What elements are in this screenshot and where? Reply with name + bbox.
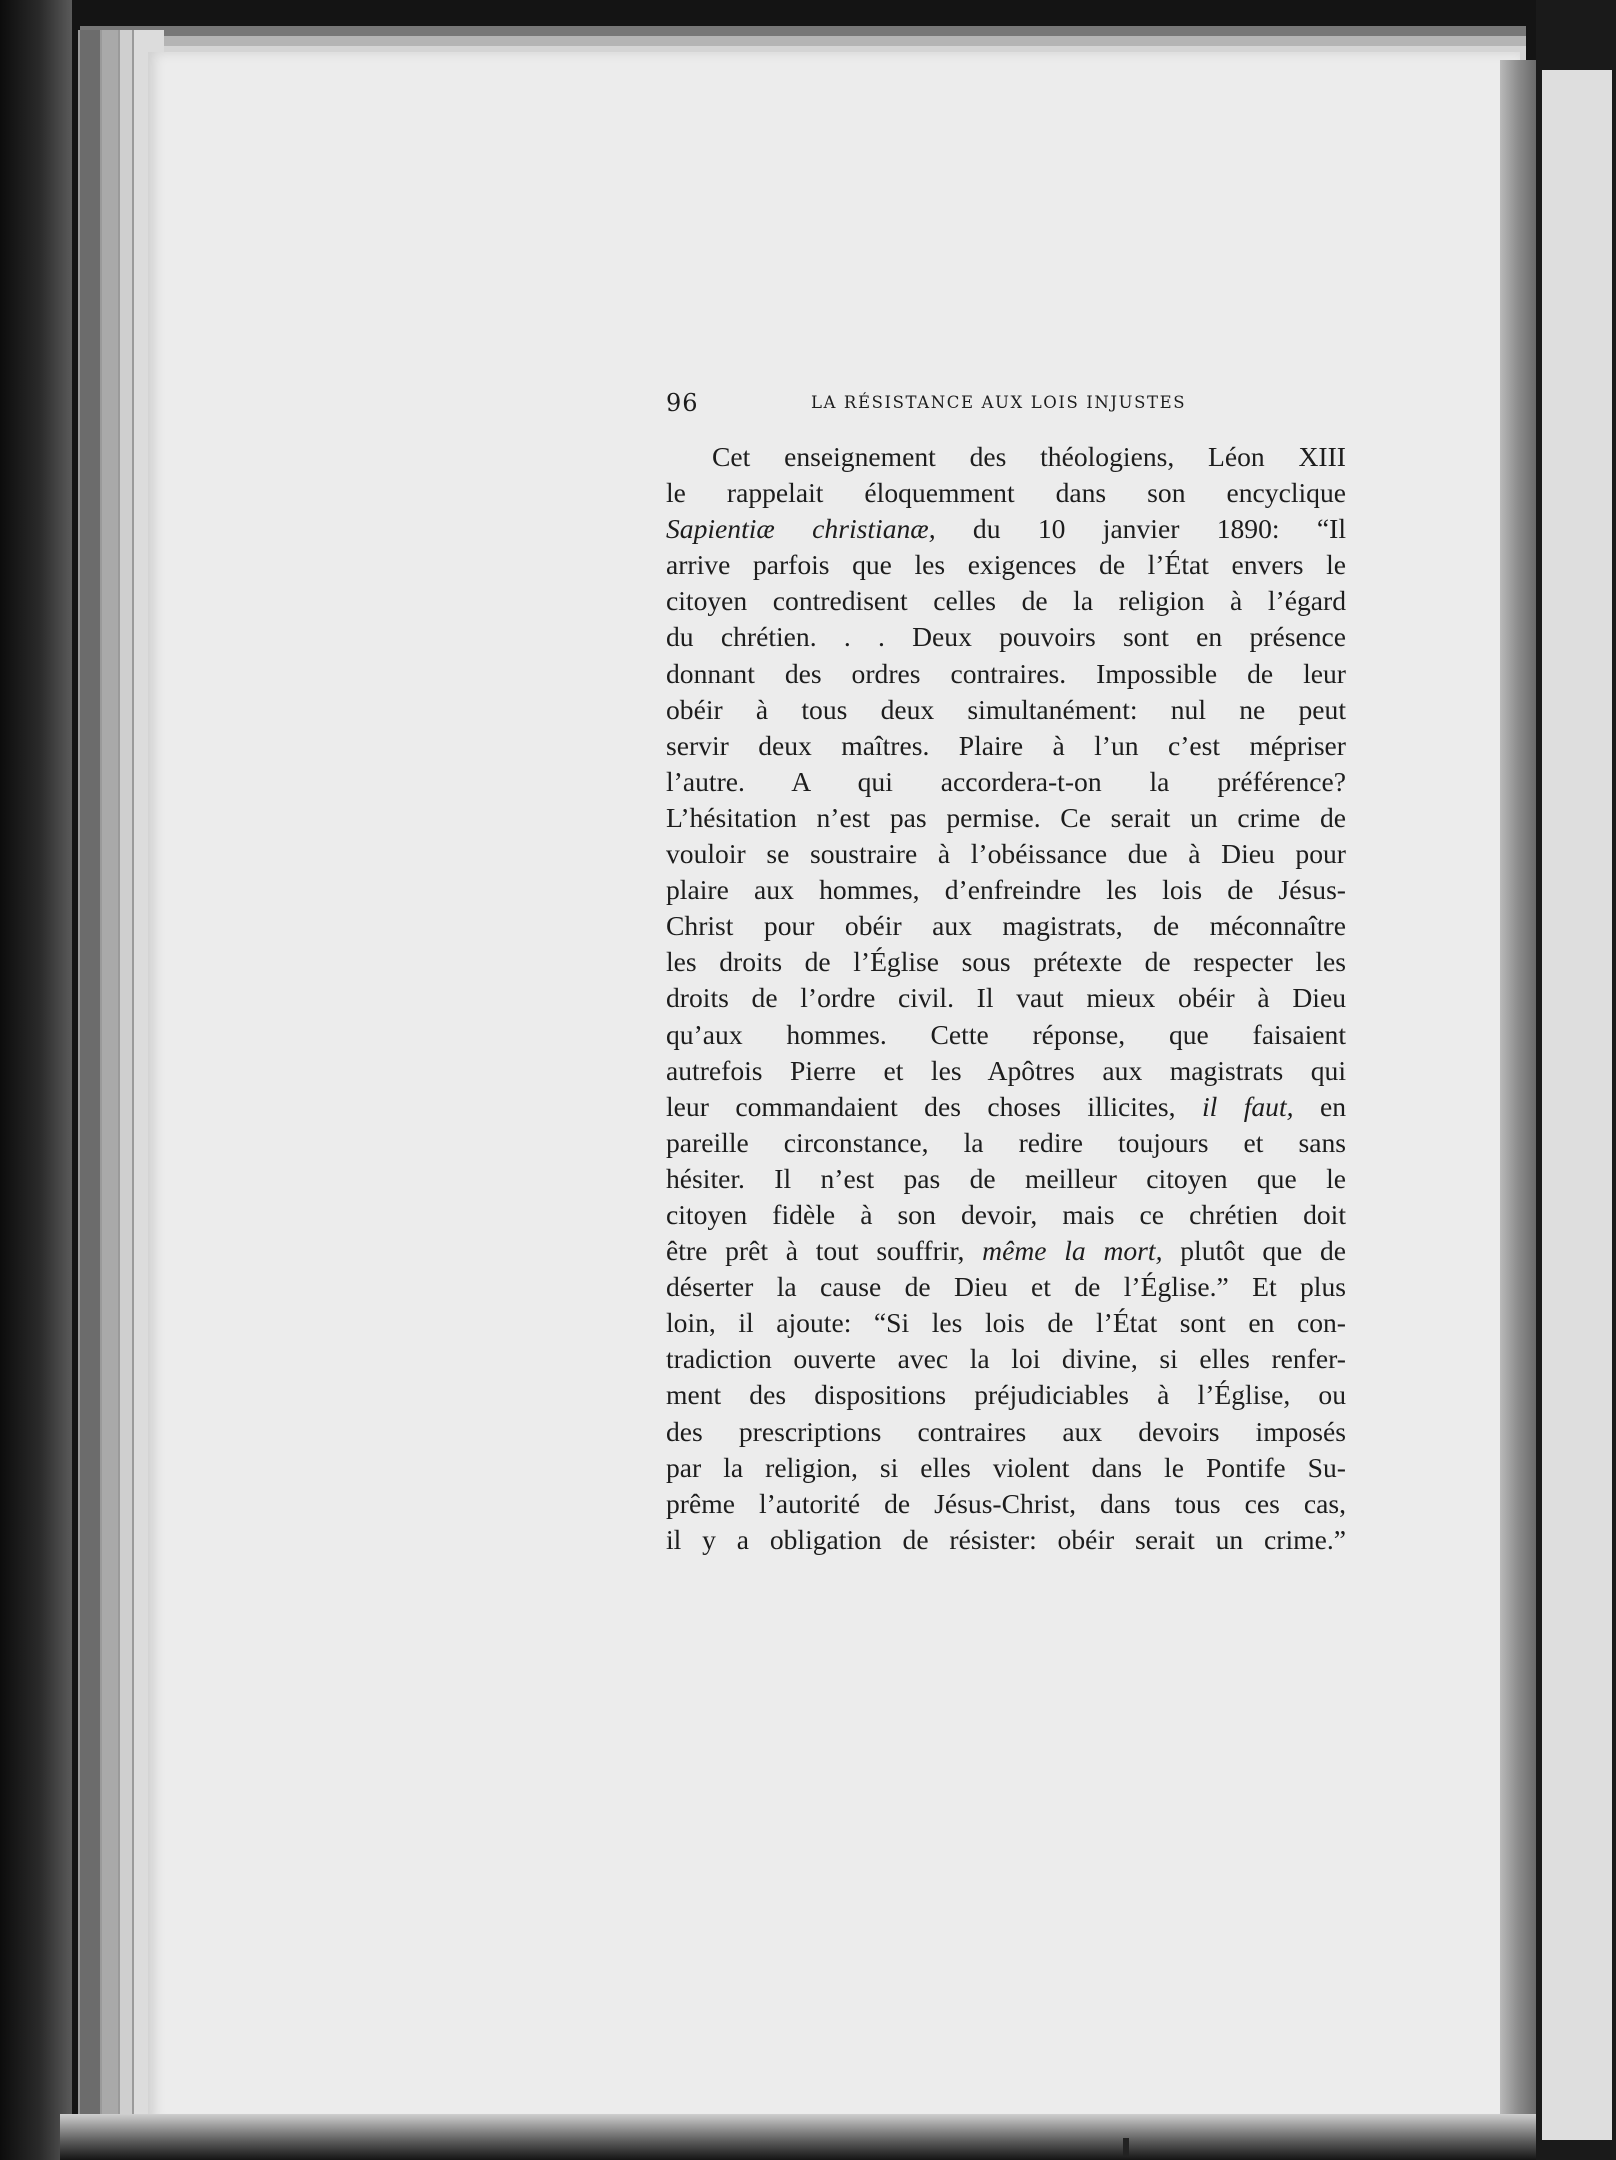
text-run: du 10 janvier 1890: “Il <box>935 513 1347 545</box>
text-line <box>666 1341 1346 1377</box>
text-run: L’hésitation n’est pas permise. Ce serait un crime de <box>666 801 1346 833</box>
body-paragraph <box>666 439 1346 1558</box>
facing-page <box>1536 0 1616 2160</box>
text-run: l’autre. A qui accordera-t-on la préférence? <box>666 765 1346 797</box>
text-line <box>666 1486 1346 1522</box>
text-line <box>666 619 1346 655</box>
text-line <box>666 1233 1346 1269</box>
page-number: 96 <box>666 389 699 417</box>
text-run: prême l’autorité de Jésus-Christ, dans tous ces cas, <box>666 1487 1346 1519</box>
text-run: pareille circonstance, la redire toujours et sans <box>666 1126 1346 1158</box>
text-line <box>666 1414 1346 1450</box>
text-line <box>666 1161 1346 1197</box>
text-line <box>666 583 1346 619</box>
italic-text: Sapientiæ christianæ, <box>666 513 936 545</box>
text-run: arrive parfois que les exigences de l’État envers le <box>666 549 1346 581</box>
text-line <box>666 1377 1346 1413</box>
text-line <box>666 980 1346 1016</box>
text-line <box>666 475 1346 511</box>
text-run: Christ pour obéir aux magistrats, de méconnaître <box>666 910 1346 942</box>
text-line <box>666 692 1346 728</box>
text-run: plaire aux hommes, d’enfreindre les lois de Jésus- <box>666 874 1346 906</box>
italic-text: il faut, <box>1201 1090 1294 1122</box>
running-head-title: LA RÉSISTANCE AUX LOIS INJUSTES <box>811 393 1187 412</box>
text-run: les droits de l’Église sous prétexte de respecter les <box>666 946 1346 978</box>
text-line <box>666 728 1346 764</box>
book-binding <box>0 0 72 2160</box>
running-head <box>666 385 1346 421</box>
text-run: être prêt à tout souffrir, <box>666 1235 983 1267</box>
text-line <box>666 764 1346 800</box>
text-run: vouloir se soustraire à l’obéissance due à Dieu pour <box>666 838 1346 870</box>
text-line <box>666 656 1346 692</box>
text-run: citoyen contredisent celles de la religion à l’égard <box>666 585 1346 617</box>
text-run: qu’aux hommes. Cette réponse, que faisaient <box>666 1018 1346 1050</box>
text-line <box>666 908 1346 944</box>
text-line <box>666 547 1346 583</box>
text-run: tradiction ouverte avec la loi divine, si elles renfer- <box>666 1343 1346 1375</box>
text-line <box>666 872 1346 908</box>
text-block <box>666 385 1346 1558</box>
text-run: ment des dispositions préjudiciables à l’Église, ou <box>666 1379 1346 1411</box>
text-run: par la religion, si elles violent dans le Pontife Su- <box>666 1451 1346 1483</box>
text-line <box>666 1269 1346 1305</box>
text-line <box>666 1125 1346 1161</box>
text-run: du chrétien. . . Deux pouvoirs sont en présence <box>666 621 1346 653</box>
text-run: hésiter. Il n’est pas de meilleur citoyen que le <box>666 1162 1346 1194</box>
text-run: droits de l’ordre civil. Il vaut mieux obéir à Dieu <box>666 982 1346 1014</box>
text-run: en <box>1293 1090 1346 1122</box>
text-line <box>666 1450 1346 1486</box>
text-line <box>666 800 1346 836</box>
text-run: leur commandaient des choses illicites, <box>666 1090 1202 1122</box>
page-edge-bottom <box>60 2114 1536 2160</box>
text-line <box>666 944 1346 980</box>
text-line <box>666 1197 1346 1233</box>
text-run: autrefois Pierre et les Apôtres aux magistrats qui <box>666 1054 1346 1086</box>
text-run: servir deux maîtres. Plaire à l’un c’est mépriser <box>666 729 1346 761</box>
text-run: il y a obligation de résister: obéir serait un crime.” <box>666 1523 1346 1555</box>
text-run: déserter la cause de Dieu et de l’Église.” Et plus <box>666 1271 1346 1303</box>
text-line <box>666 1522 1346 1558</box>
text-run: plutôt que de <box>1162 1235 1346 1267</box>
facing-page-sheet <box>1542 70 1612 2140</box>
scan-mark <box>1123 2138 1129 2156</box>
page-gutter <box>1500 60 1536 2140</box>
text-line <box>666 1017 1346 1053</box>
text-run: loin, il ajoute: “Si les lois de l’État sont en con- <box>666 1307 1346 1339</box>
italic-text: même la mort, <box>982 1235 1163 1267</box>
text-line <box>666 511 1346 547</box>
text-run: donnant des ordres contraires. Impossible de leur <box>666 657 1346 689</box>
text-run: Cet enseignement des théologiens, Léon XIII <box>712 441 1346 472</box>
text-run: le rappelait éloquemment dans son encyclique <box>666 477 1346 509</box>
text-run: obéir à tous deux simultanément: nul ne peut <box>666 693 1346 725</box>
text-line <box>666 439 1346 475</box>
text-line <box>666 1053 1346 1089</box>
text-run: des prescriptions contraires aux devoirs imposés <box>666 1415 1346 1447</box>
text-run: citoyen fidèle à son devoir, mais ce chrétien doit <box>666 1198 1346 1230</box>
text-line <box>666 836 1346 872</box>
text-line <box>666 1089 1346 1125</box>
text-line <box>666 1305 1346 1341</box>
